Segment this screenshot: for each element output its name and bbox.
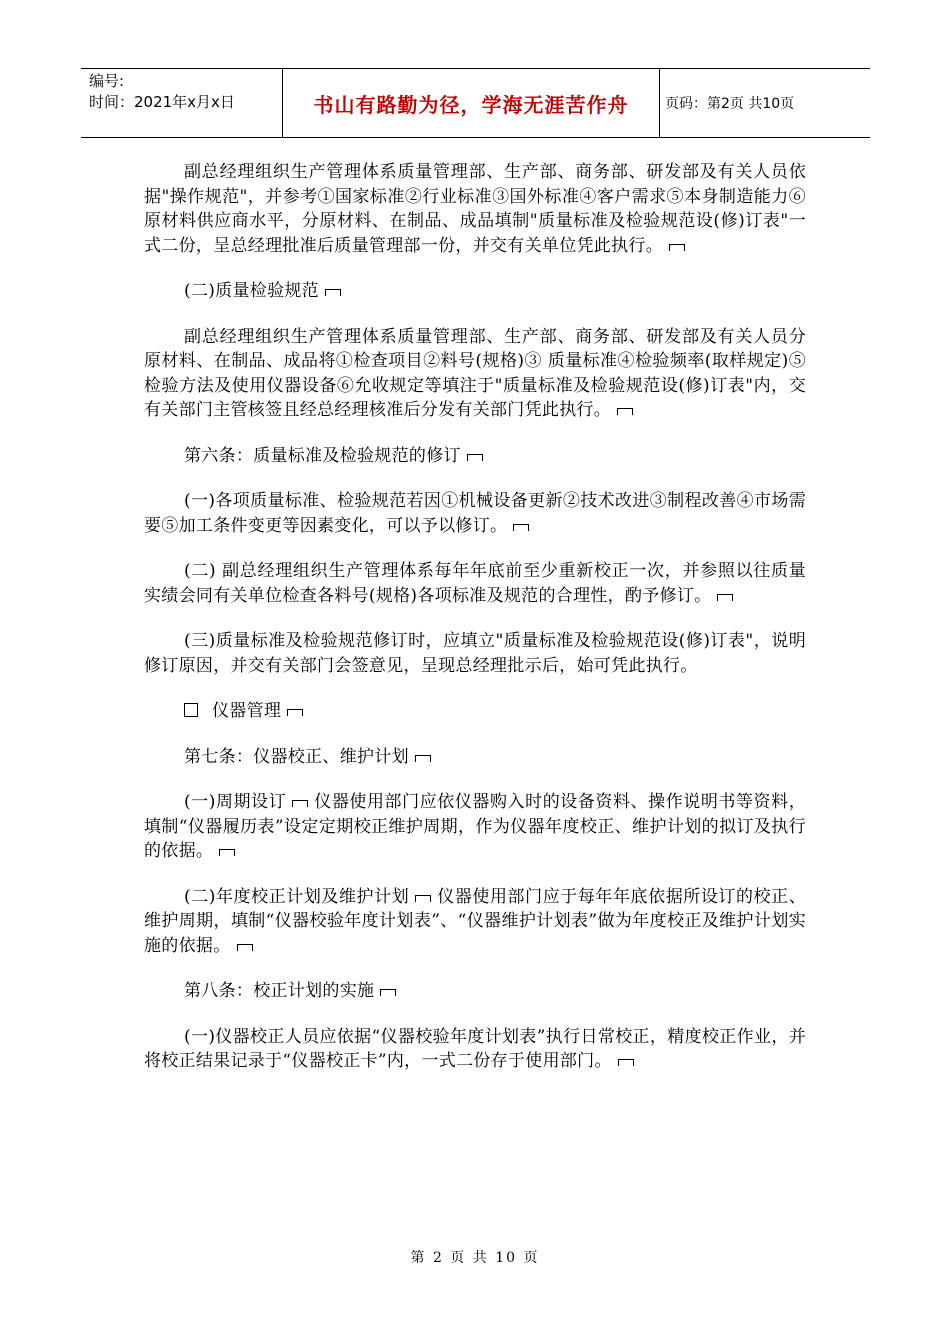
paragraph-text: (一)周期设订 bbox=[184, 792, 287, 812]
paragraph bbox=[144, 885, 806, 959]
paragraph bbox=[144, 279, 806, 304]
paragraph bbox=[144, 160, 806, 258]
paragraph bbox=[144, 559, 806, 608]
paragraph bbox=[144, 1025, 806, 1074]
paragraph-mark-icon bbox=[325, 289, 341, 296]
paragraph-text: (二) 副总经理组织生产管理体系每年年底前至少重新校正一次，并参照以往质量实绩会同有关单位检查各料号(规格)各项标准及规范的合理性，酌予修订。 bbox=[144, 561, 806, 606]
paragraph bbox=[144, 629, 806, 678]
paragraph-mark-icon bbox=[292, 800, 308, 807]
paragraph-text: (二)质量检验规范 bbox=[184, 281, 319, 301]
number-label: 编号: bbox=[89, 72, 125, 90]
paragraph-mark-icon bbox=[415, 755, 431, 762]
paragraph-text: 第七条：仪器校正、维护计划 bbox=[184, 746, 409, 767]
paragraph-text: (二)年度校正计划及维护计划 bbox=[184, 886, 410, 907]
paragraph-mark-icon bbox=[237, 944, 253, 951]
paragraph-mark-icon bbox=[415, 895, 431, 902]
paragraph-mark-icon bbox=[287, 709, 303, 716]
header-page-info: 页码：第2页 共10页 bbox=[665, 96, 795, 112]
paragraph-text-continued: 仪器使用部门应依仪器购入时的设备资料、操作说明书等资料，填制“仪器履历表”设定定期校正维护周期，作为仪器年度校正、维护计划的拟订及执行的依据。 bbox=[144, 792, 806, 861]
paragraph bbox=[144, 699, 806, 724]
paragraph-text: 第六条：质量标准及检验规范的修订 bbox=[184, 445, 461, 466]
header-meta bbox=[81, 69, 283, 137]
paragraph-text: (一)仪器校正人员应依据“仪器校验年度计划表”执行日常校正，精度校正作业，并将校正结果记录于“仪器校正卡”内，一式二份存于使用部门。 bbox=[144, 1026, 806, 1071]
paragraph bbox=[144, 489, 806, 538]
paragraph-mark-icon bbox=[380, 989, 396, 996]
paragraph-mark-icon bbox=[669, 244, 685, 251]
paragraph-mark-icon bbox=[617, 408, 633, 415]
paragraph bbox=[144, 325, 806, 423]
paragraph-text: (一)各项质量标准、检验规范若因①机械设备更新②技术改进③制程改善④市场需要⑤加工条件变更等因素变化，可以予以修订。 bbox=[144, 491, 806, 536]
paragraph-mark-icon bbox=[717, 594, 733, 601]
paragraph bbox=[144, 979, 806, 1004]
page-footer: 第 2 页 共 10 页 bbox=[410, 1250, 540, 1266]
paragraph-text: 第八条：校正计划的实施 bbox=[184, 981, 375, 1001]
header-motto: 书山有路勤为径，学海无涯苦作舟 bbox=[283, 69, 660, 137]
paragraph bbox=[144, 745, 806, 770]
paragraph-text: 副总经理组织生产管理体系质量管理部、生产部、商务部、研发部及有关人员分原材料、在制品、成品将①检查项目②料号(规格)③ 质量标准④检验频率(取样规定)⑤ 检验方法及使用仪器设备⑥允收规定等填注于"质量标准及检验规范设(修)订表"内，交有关部门主管核签且经总经理核准后分发有关部门凭此执行。 bbox=[144, 326, 806, 420]
paragraph-text: 仪器管理 bbox=[212, 701, 282, 721]
paragraph-mark-icon bbox=[219, 849, 235, 856]
checkbox-icon bbox=[184, 703, 198, 717]
paragraph-text-continued: 仪器使用部门应于每年年底依据所设订的校正、维护周期，填制“仪器校验年度计划表”、“仪器维护计划表”做为年度校正及维护计划实施的依据。 bbox=[144, 886, 806, 956]
paragraph-mark-icon bbox=[467, 454, 483, 461]
document-header bbox=[81, 68, 870, 138]
paragraph-text: (三)质量标准及检验规范修订时，应填立"质量标准及检验规范设(修)订表"，说明修订原因，并交有关部门会签意见，呈现总经理批示后，始可凭此执行。 bbox=[144, 631, 806, 676]
paragraph-mark-icon bbox=[618, 1059, 634, 1066]
date-label: 时间：2021年x月x日 bbox=[89, 93, 235, 111]
paragraph bbox=[144, 790, 806, 864]
paragraph-text: 副总经理组织生产管理体系质量管理部、生产部、商务部、研发部及有关人员依据"操作规范"，并参考①国家标准②行业标准③国外标准④客户需求⑤本身制造能力⑥原材料供应商水平，分原材料、在制品、成品填制"质量标准及检验规范设(修)订表"一式二份，呈总经理批准后质量管理部一份，并交有关单位凭此执行。 bbox=[144, 162, 806, 256]
paragraph-mark-icon bbox=[513, 524, 529, 531]
paragraph bbox=[144, 444, 806, 469]
document-body bbox=[144, 160, 806, 1095]
